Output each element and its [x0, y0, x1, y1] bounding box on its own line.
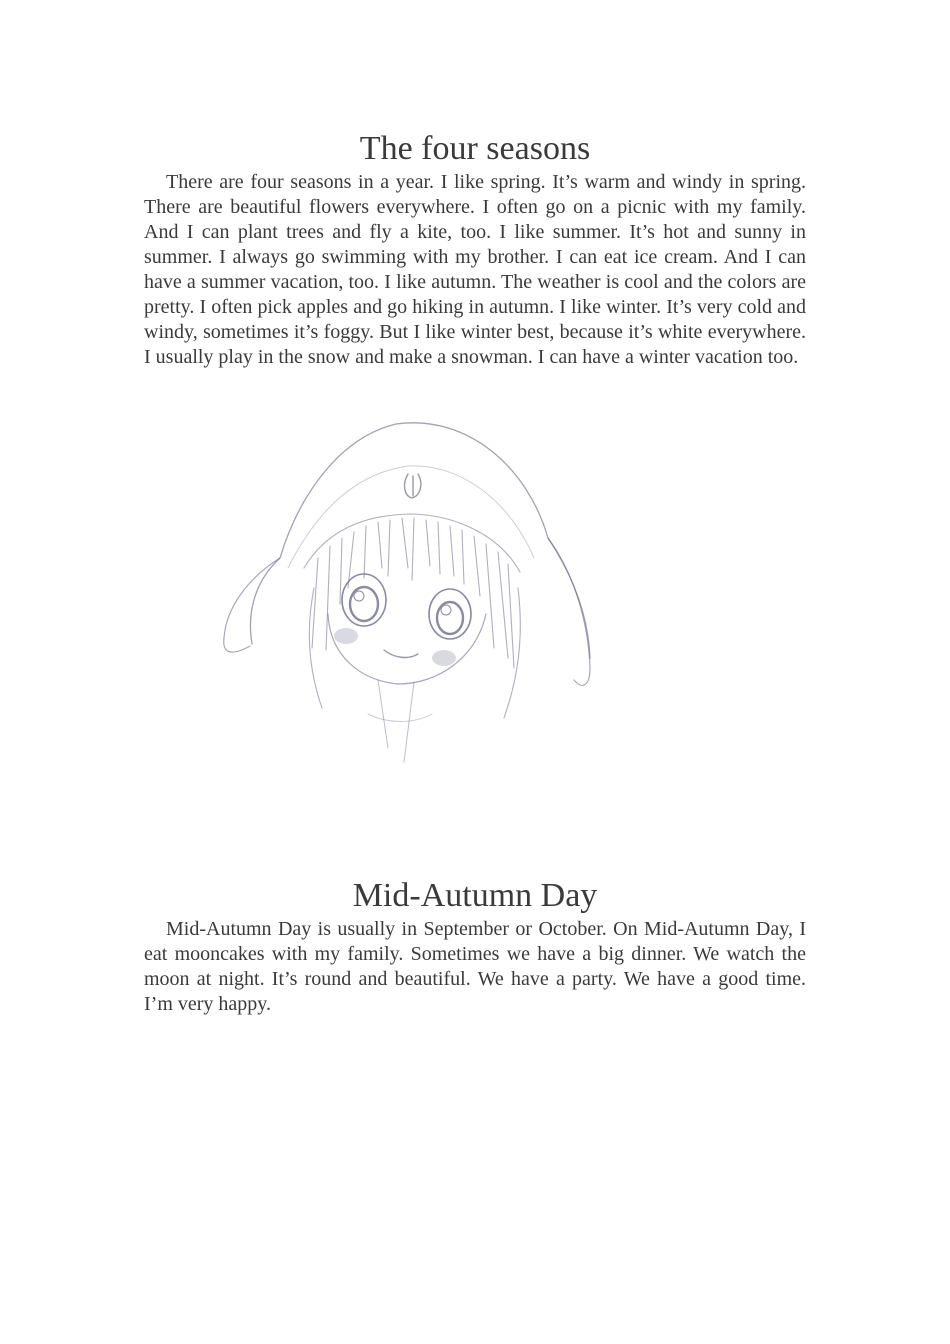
right-ear-flap [548, 538, 590, 685]
essay-body: Mid-Autumn Day is usually in September or October. On Mid-Autumn Day, I eat mooncakes with my family. Sometimes we have a big dinner. We watch the moon at night. It’s round and beautiful. We have a party. We have a good time. I’m very happy. [144, 918, 806, 1015]
sketch-illustration [218, 418, 594, 770]
left-cheek [334, 628, 358, 644]
hood-outline [250, 423, 590, 658]
essay-four-seasons [144, 129, 806, 370]
hood-inner-line [288, 466, 534, 568]
smile [384, 650, 418, 657]
left-ear-flap [224, 558, 280, 652]
hood-emblem [405, 474, 421, 498]
essay-mid-autumn [144, 876, 806, 1017]
right-cheek [432, 650, 456, 666]
neck-line [404, 682, 414, 762]
essay-title: Mid-Autumn Day [352, 877, 598, 914]
essay-body: There are four seasons in a year. I like spring. It’s warm and windy in spring. There are beautiful flowers everywhere. I often go on a picnic with my family. And I can plant trees and fly a kite, too. I like summer. It’s hot and sunny in summer. I always go swimming with my brother. I can eat ice cream. And I can have a summer vacation, too. I like autumn. The weather is cool and the colors are pretty. I often pick apples and go hiking in autumn. I like winter. It’s very cold and windy, sometimes it’s foggy. But I like winter best, because it’s white everywhere. I usually play in the snow and make a snowman. I can have a winter vacation too. [144, 171, 806, 368]
collar-line [368, 714, 432, 722]
essay-title: The four seasons [359, 130, 591, 167]
hair-fringe [304, 514, 520, 718]
neck-line [378, 680, 388, 748]
left-eye [342, 574, 386, 626]
right-eye [429, 589, 471, 639]
